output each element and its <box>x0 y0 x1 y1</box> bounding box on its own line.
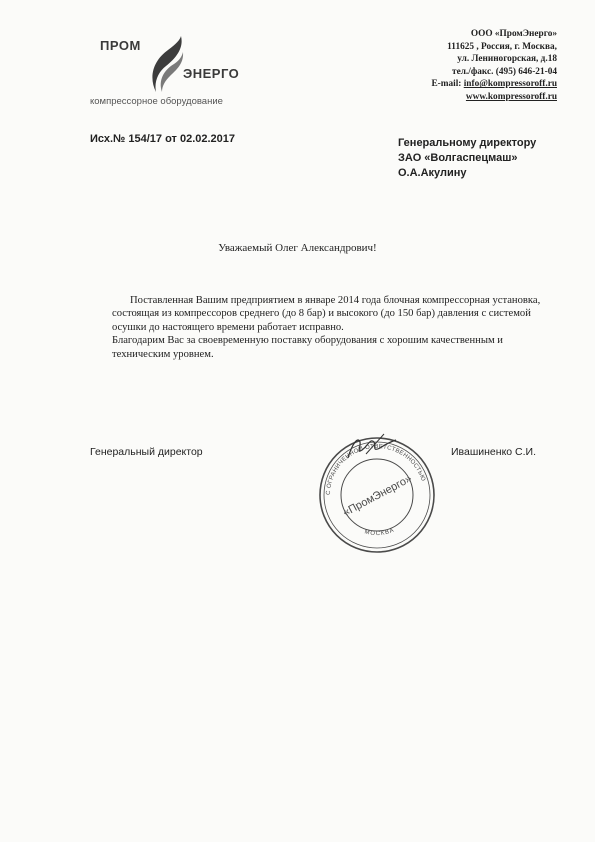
signer-title: Генеральный директор <box>90 446 203 458</box>
logo-text-energo: ЭНЕРГО <box>183 66 240 81</box>
addressee-line-3: О.А.Акулину <box>398 167 467 179</box>
company-phone: тел./факс. (495) 646-21-04 <box>452 66 557 77</box>
seal-center-text: «ПромЭнерго» <box>341 472 414 520</box>
flame-logo-icon <box>150 36 184 94</box>
email-label: E-mail: <box>431 79 464 90</box>
company-email-line <box>431 78 557 91</box>
svg-text:МОСКВА <box>364 527 396 537</box>
seal-ring-top-text: С ОГРАНИЧЕННОЙ ОТВЕТСТВЕННОСТЬЮ <box>325 443 426 496</box>
letter-body <box>112 294 552 361</box>
company-name: ООО «ПромЭнерго» <box>470 29 557 39</box>
logo-text-prom: ПРОМ <box>100 38 141 53</box>
seal-ring-bottom-text: МОСКВА <box>363 527 396 538</box>
logo-subtitle: компрессорное оборудование <box>90 96 223 107</box>
addressee-line-1: Генеральному директору <box>398 137 537 149</box>
company-logo <box>88 30 258 110</box>
website-link[interactable]: www.kompressoroff.ru <box>465 91 557 102</box>
company-street: ул. Лениногорская, д.18 <box>457 54 557 65</box>
company-city: 111625 , Россия, г. Москва, <box>447 41 557 52</box>
body-paragraph-2: Благодарим Вас за своевременную поставку оборудования с хорошим качественным и техническим уровнем. <box>112 335 503 360</box>
addressee-line-2: ЗАО «Волгаспецмаш» <box>398 152 518 164</box>
addressee-block <box>398 136 536 181</box>
body-paragraph-1: Поставленная Вашим предприятием в январе 2014 года блочная компрессорная установка, состоящая из компрессоров среднего (до 8 бар) и высокого (до 150 бар) давления с системой осушки до настоящего времени работает исправно. <box>112 295 541 333</box>
handwritten-signature <box>340 428 400 468</box>
outgoing-reference: Исх.№ 154/17 от 02.02.2017 <box>90 133 236 145</box>
company-details <box>431 28 557 104</box>
email-link[interactable]: info@kompressoroff.ru <box>463 79 557 90</box>
greeting: Уважаемый Олег Александрович! <box>218 242 377 254</box>
signer-name: Ивашиненко С.И. <box>451 446 537 458</box>
